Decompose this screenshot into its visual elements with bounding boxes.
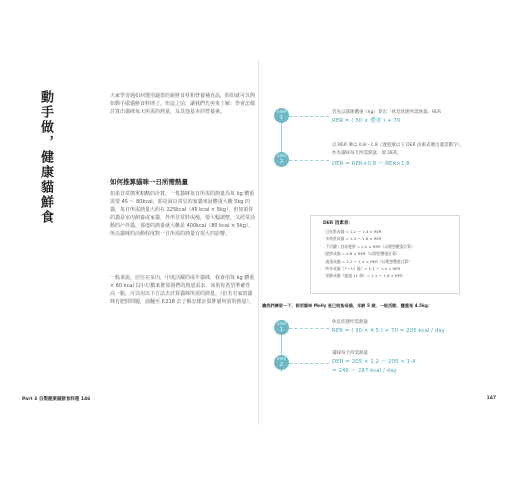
step1-formula: RER = ( 30 × 體重 ) + 70: [332, 118, 401, 124]
der-factor-item: · 老齡成貓（超過 11 歲）= 1.1 ～ 1.6 × RER: [323, 272, 415, 279]
page-footer-right: 147: [486, 396, 496, 401]
intro-paragraph: 大家學習過如何選用適當的新鮮食材和營養補充品，假如就可以開始動手做貓鮮食料理了，但這之前，讓我們先再來了解：學會怎樣計算出貓咪每天所需的熱量，及其他基本的營養素。: [110, 93, 256, 115]
der-factor-table: [310, 215, 460, 294]
step2-formula: DER = RER×0.8 ～ RER×1.8: [332, 161, 410, 167]
step1-divider: [289, 116, 329, 117]
example-step2-divider: [289, 363, 329, 364]
der-factor-item: · 肥胖成貓 = 0.8 × RER（以理想體重計算）: [323, 250, 415, 257]
step-number: 1: [279, 115, 284, 121]
right-page: [262, 60, 500, 425]
body-paragraph-1: 如果非常簡單粗略的計算，一隻貓咪每日所需的熱量為每 kg 體重需要 45 ～ 80kcal，即是說以常見的家貓來說體重大概 5kg 的貓，每日所需熱量大約在 225kcal（45 kcal × 5kg），但如果你的貓是室內飼養或家貓，外形非常胖或瘦，要大幅調整。又經常活動的戶外貓，那他的熱量就大概是 400kcal（80 kcal × 5kg），所以貓咪的活動程度對一日所需的熱量有很大的影響。: [110, 191, 256, 237]
example-step1-divider: [289, 328, 329, 329]
der-factor-item: · 未結紮成貓 = 1.4 ～ 1.6 × RER: [323, 235, 415, 242]
example-step2-formula-2: = 246 ～ 287 kcal / day: [332, 368, 397, 374]
example-intro: 讓我們練習一下，假若貓咪 Molly 是已結紮母貓，年齡 5 歲，一般活動，體重是 4.5kg：: [262, 303, 433, 308]
step2-badge: [274, 152, 289, 167]
step1-badge: [274, 108, 289, 123]
left-page: [22, 60, 259, 425]
der-factor-item: · 過重成貓 = 1.2 ～ 1.4 × RER（以理想體重計算）: [323, 258, 415, 265]
step-number: 1: [279, 327, 284, 333]
step2-text-2: 作為貓咪每天所需熱量，即 DER。: [332, 151, 402, 156]
step-label: STEP: [277, 110, 286, 114]
example-step1-text: 休息狀態所需熱量: [332, 320, 368, 325]
section-title: 如何推算貓咪一日所需熱量: [110, 178, 188, 186]
example-step1-formula: RER = ( 30 × 4.5 ) + 70 = 205 kcal / day: [332, 328, 445, 334]
der-factor-item: · 幼年成貓（7～11 歲）= 1.1 ～ 1.4 × RER: [323, 265, 415, 272]
der-factor-item: · 已結紮成貓 = 1.2 ～ 1.4 × RER: [323, 228, 415, 235]
step-number: 2: [279, 159, 284, 165]
example-step2-text: 貓咪每天所需熱量: [332, 351, 368, 356]
step2-divider: [289, 160, 329, 161]
step-label: STEP: [277, 357, 286, 361]
chapter-title: 動手做，健康貓鮮食: [38, 90, 53, 225]
body-paragraph-2: 一般來說，居住在室內，中度活躍的成年貓咪，我會用每 kg 體重 × 60 kcal 以中位數來推算我們的熱量需求。如果你希望準確性高一點，可以用以下方法去計算貓咪所需的熱量。（但若有家的貓咪有肥胖問題，請翻至 P.218 去了解怎樣計算胖貓所需的熱量）。: [110, 275, 255, 305]
step1-text: 首先以貓咪體重（kg）算出「休息狀態所需熱量」RER: [332, 110, 442, 115]
step2-text-1: 以 RER 乘以 0.8～1.8（透過運以下 DER 因素表選出適當數字），: [332, 143, 465, 148]
example-step2-formula-1: DER = 205 × 1.2 ～ 205 × 1.4: [332, 359, 416, 365]
example-step2-badge: [274, 355, 289, 370]
page-footer-left: Part 3 自製健康貓鮮食料理 146: [22, 397, 91, 402]
step-label: STEP: [277, 154, 286, 158]
der-table-title: DER 因素表：: [323, 221, 353, 226]
example-step1-badge: [274, 320, 289, 335]
der-factor-list: [323, 228, 415, 280]
der-factor-item: · 不活躍 / 容易肥胖 = 1.0 × RER（以理想體重計算）: [323, 243, 415, 250]
step-number: 2: [279, 362, 284, 368]
step-label: STEP: [277, 322, 286, 326]
